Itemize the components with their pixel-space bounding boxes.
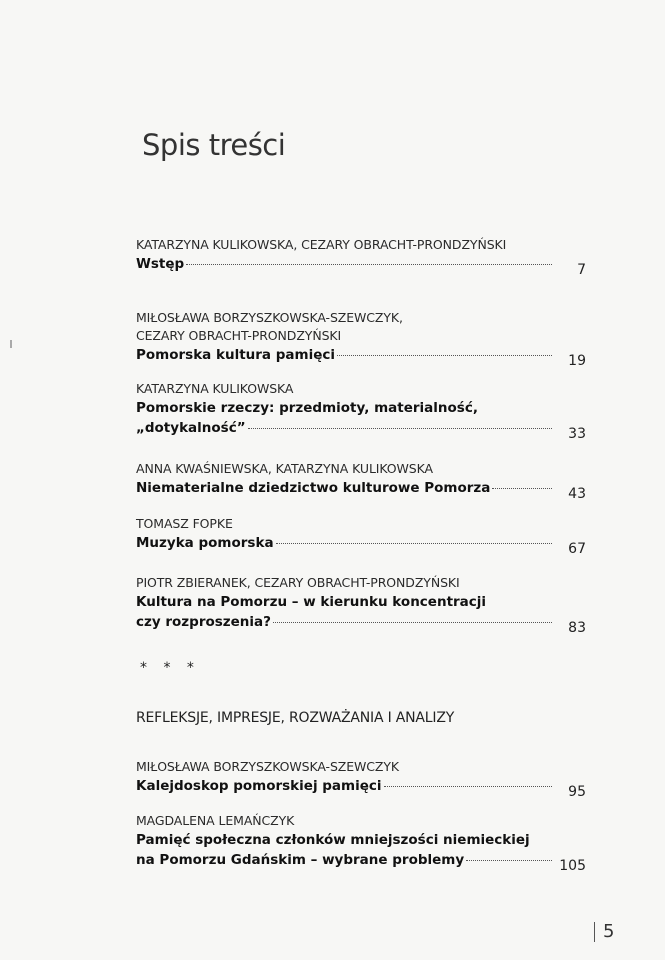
entry-author: TOMASZ FOPKE bbox=[136, 516, 233, 531]
entry-page: 33 bbox=[568, 426, 586, 442]
entry-title-line bbox=[136, 418, 586, 442]
entry-title-cont: „dotykalność” bbox=[136, 420, 246, 436]
entry-title-line bbox=[136, 850, 586, 874]
toc-entry bbox=[136, 515, 586, 557]
entry-page: 67 bbox=[568, 541, 586, 557]
toc-entry bbox=[136, 460, 586, 502]
leader-dots bbox=[384, 786, 552, 787]
entry-title-line bbox=[136, 254, 586, 278]
entry-title-line bbox=[136, 345, 586, 369]
entry-author-line2: CEZARY OBRACHT-PRONDZYŃSKI bbox=[136, 328, 342, 343]
toc-entry bbox=[136, 812, 586, 874]
entry-page: 19 bbox=[568, 353, 586, 369]
entry-title-line bbox=[136, 776, 586, 800]
leader-dots bbox=[492, 488, 552, 489]
entry-title: Muzyka pomorska bbox=[136, 535, 274, 551]
entry-title-line bbox=[136, 478, 586, 502]
scan-mark bbox=[10, 340, 12, 348]
entry-page: 43 bbox=[568, 486, 586, 502]
entry-author: MIŁOSŁAWA BORZYSZKOWSKA-SZEWCZYK bbox=[136, 759, 400, 774]
entry-title: Niematerialne dziedzictwo kulturowe Pomorza bbox=[136, 480, 491, 496]
entry-title: Kalejdoskop pomorskiej pamięci bbox=[136, 778, 382, 794]
toc-entry bbox=[136, 574, 586, 636]
leader-dots bbox=[248, 428, 552, 429]
entry-author: KATARZYNA KULIKOWSKA, CEZARY OBRACHT-PRONDZYŃSKI bbox=[136, 237, 507, 252]
entry-author: MAGDALENA LEMAŃCZYK bbox=[136, 813, 295, 828]
entry-page: 95 bbox=[568, 784, 586, 800]
entry-author: PIOTR ZBIERANEK, CEZARY OBRACHT-PRONDZYŃSKI bbox=[136, 575, 460, 590]
toc-entry bbox=[136, 758, 586, 800]
toc-entry bbox=[136, 309, 586, 369]
entry-author: MIŁOSŁAWA BORZYSZKOWSKA-SZEWCZYK, bbox=[136, 310, 403, 325]
entry-title: Wstęp bbox=[136, 256, 185, 272]
entry-title: Pomorska kultura pamięci bbox=[136, 347, 335, 363]
leader-dots bbox=[466, 860, 552, 861]
entry-page: 105 bbox=[559, 858, 586, 874]
leader-dots bbox=[276, 543, 552, 544]
section-separator: * * * bbox=[140, 660, 200, 676]
entry-title: Pomorskie rzeczy: przedmioty, materialność, bbox=[136, 400, 478, 416]
entry-title-cont: czy rozproszenia? bbox=[136, 614, 271, 630]
leader-dots bbox=[186, 264, 552, 265]
entry-title-line bbox=[136, 612, 586, 636]
entry-page: 7 bbox=[577, 262, 586, 278]
entry-title-line bbox=[136, 533, 586, 557]
entry-title: Kultura na Pomorzu – w kierunku koncentracji bbox=[136, 594, 487, 610]
entry-author: KATARZYNA KULIKOWSKA bbox=[136, 381, 294, 396]
section-heading: REFLEKSJE, IMPRESJE, ROZWAŻANIA I ANALIZY bbox=[136, 710, 455, 726]
entry-author: ANNA KWAŚNIEWSKA, KATARZYNA KULIKOWSKA bbox=[136, 461, 433, 476]
entry-title-cont: na Pomorzu Gdańskim – wybrane problemy bbox=[136, 852, 465, 868]
leader-dots bbox=[337, 355, 552, 356]
page-number: 5 bbox=[594, 922, 614, 942]
toc-entry bbox=[136, 380, 586, 442]
toc-entry bbox=[136, 236, 586, 278]
entry-page: 83 bbox=[568, 620, 586, 636]
leader-dots bbox=[273, 622, 552, 623]
page-title: Spis treści bbox=[142, 128, 286, 162]
entry-title: Pamięć społeczna członków mniejszości niemieckiej bbox=[136, 832, 530, 848]
